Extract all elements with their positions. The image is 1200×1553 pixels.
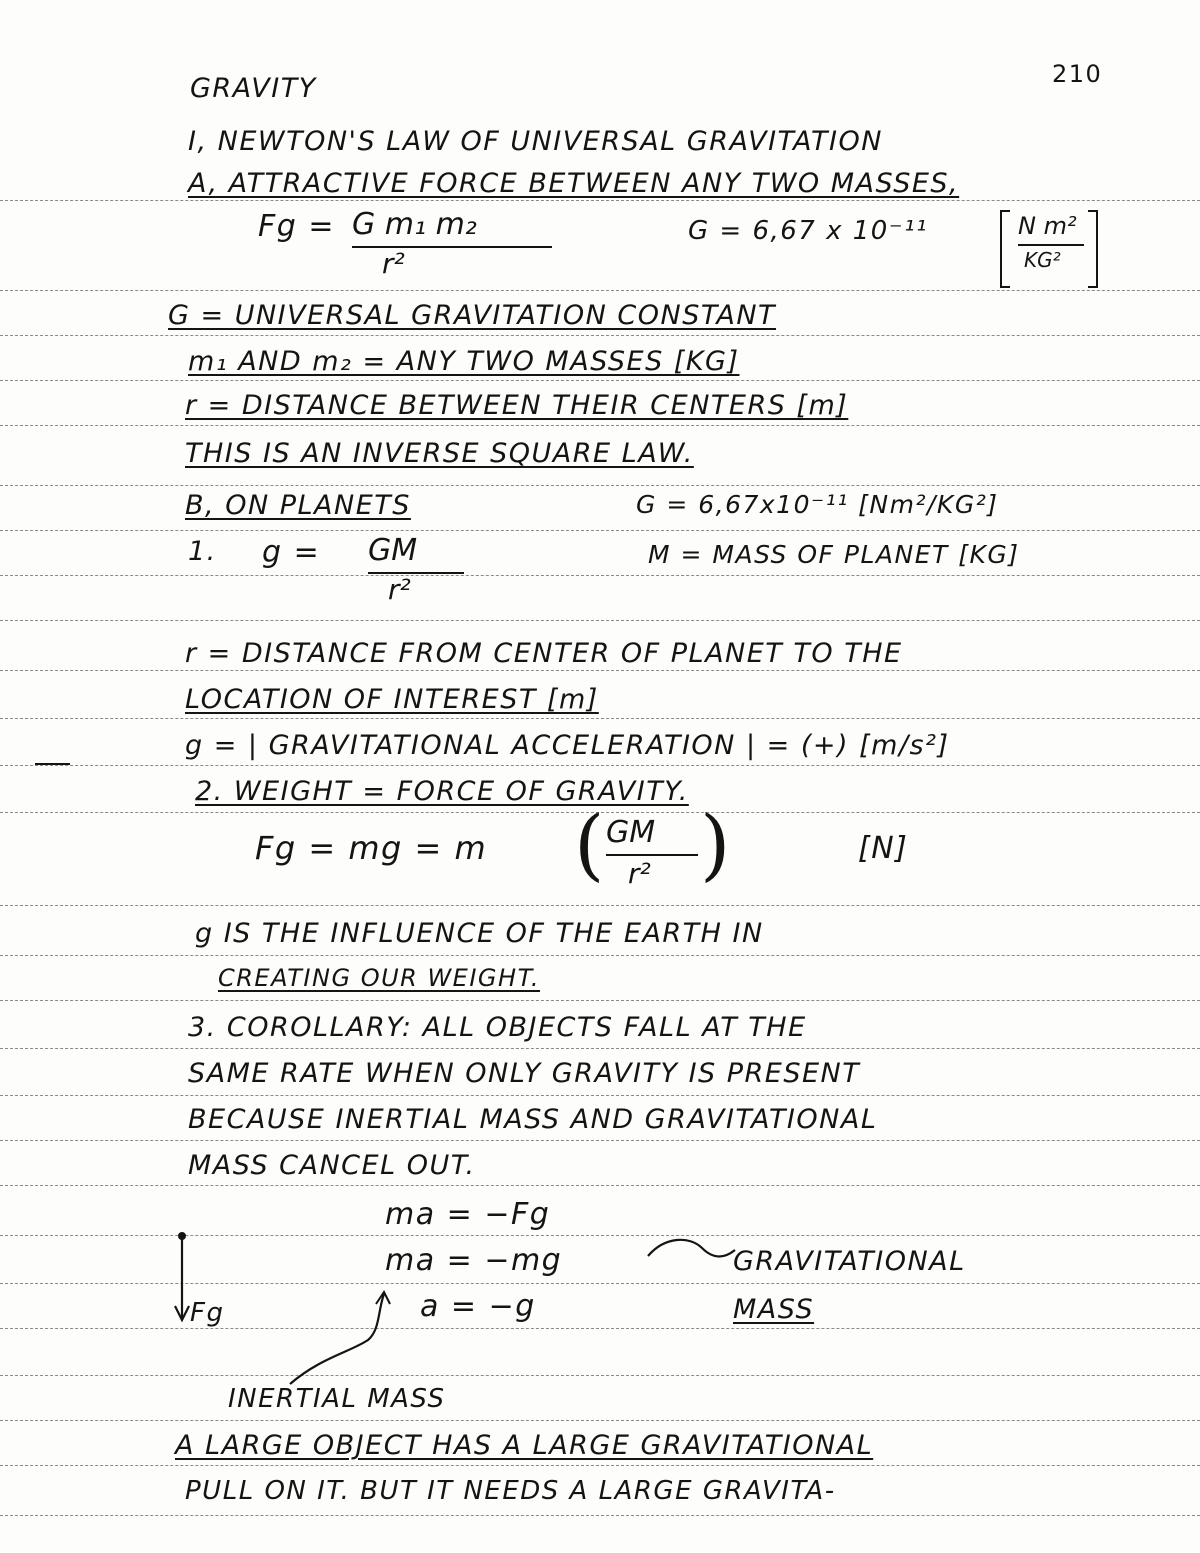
page-number: 210: [1052, 60, 1103, 88]
gravitational-mass-label-1: GRAVITATIONAL: [733, 1246, 966, 1277]
definition-g: G = UNIVERSAL GRAVITATION CONSTANT: [168, 300, 777, 331]
item2-note-line1: g IS THE INFLUENCE OF THE EARTH IN: [195, 918, 764, 949]
item2-denominator: r²: [628, 857, 651, 890]
inertial-mass-label: INERTIAL MASS: [228, 1384, 446, 1414]
item1-numerator: GM: [368, 533, 418, 568]
item1-lhs: g =: [262, 535, 321, 570]
formula-fg-numerator: G m₁ m₂: [352, 207, 477, 242]
section-heading: I, NEWTON'S LAW OF UNIVERSAL GRAVITATION: [188, 126, 883, 157]
inertial-mass-pointer: [290, 1294, 384, 1384]
eq-ma-mg: ma = −mg: [385, 1243, 563, 1278]
formula-fg-denominator: r²: [382, 247, 405, 280]
eq-ma-fg: ma = −Fg: [385, 1197, 551, 1232]
item2-numerator: GM: [606, 815, 656, 850]
definition-masses: m₁ AND m₂ = ANY TWO MASSES [KG]: [188, 346, 740, 377]
force-arrow-dot: [178, 1232, 186, 1240]
item2-note-line2: CREATING OUR WEIGHT.: [218, 964, 541, 992]
gravitational-mass-label-2: MASS: [733, 1294, 815, 1325]
item2-formula-lhs: Fg = mg = m: [255, 829, 488, 867]
item3-line1: 3. COROLLARY: ALL OBJECTS FALL AT THE: [188, 1012, 807, 1043]
part-b-title: B, ON PLANETS: [185, 490, 411, 521]
inverse-square-note: THIS IS AN INVERSE SQUARE LAW.: [185, 438, 694, 469]
definition-r: r = DISTANCE BETWEEN THEIR CENTERS [m]: [185, 390, 849, 421]
item1-denominator: r²: [388, 573, 411, 606]
part-b-constant: G = 6,67x10⁻¹¹ [Nm²/KG²]: [636, 490, 999, 519]
g-constant: G = 6,67 x 10⁻¹¹: [688, 216, 928, 246]
closing-line2: PULL ON IT. BUT IT NEEDS A LARGE GRAVITA-: [185, 1476, 836, 1506]
force-arrow-label: Fg: [190, 1298, 225, 1328]
item2-title: 2. WEIGHT = FORCE OF GRAVITY.: [195, 776, 689, 807]
item3-line3: BECAUSE INERTIAL MASS AND GRAVITATIONAL: [188, 1104, 878, 1135]
formula-fg-lhs: Fg =: [258, 209, 335, 244]
gravitational-mass-pointer: [648, 1240, 735, 1257]
planet-mass-def: M = MASS OF PLANET [KG]: [648, 540, 1020, 569]
item3-line4: MASS CANCEL OUT.: [188, 1150, 476, 1181]
r-def-line2: LOCATION OF INTEREST [m]: [185, 684, 599, 715]
left-paren: (: [574, 800, 605, 890]
g-def: g = | GRAVITATIONAL ACCELERATION | = (+) [m/s²]: [185, 730, 950, 761]
right-paren: ): [700, 800, 731, 890]
closing-line1: A LARGE OBJECT HAS A LARGE GRAVITATIONAL: [175, 1430, 874, 1461]
item3-line2: SAME RATE WHEN ONLY GRAVITY IS PRESENT: [188, 1058, 861, 1089]
part-a-title: A, ATTRACTIVE FORCE BETWEEN ANY TWO MASSES,: [188, 168, 960, 199]
item2-unit: [N]: [858, 831, 909, 866]
g-unit-numerator: N m²: [1018, 212, 1077, 240]
g-unit-denominator: KG²: [1024, 248, 1061, 272]
page-title: GRAVITY: [190, 73, 317, 104]
r-def-line1: r = DISTANCE FROM CENTER OF PLANET TO THE: [185, 638, 903, 669]
eq-a-g: a = −g: [420, 1289, 536, 1324]
item1-label: 1.: [188, 536, 217, 567]
